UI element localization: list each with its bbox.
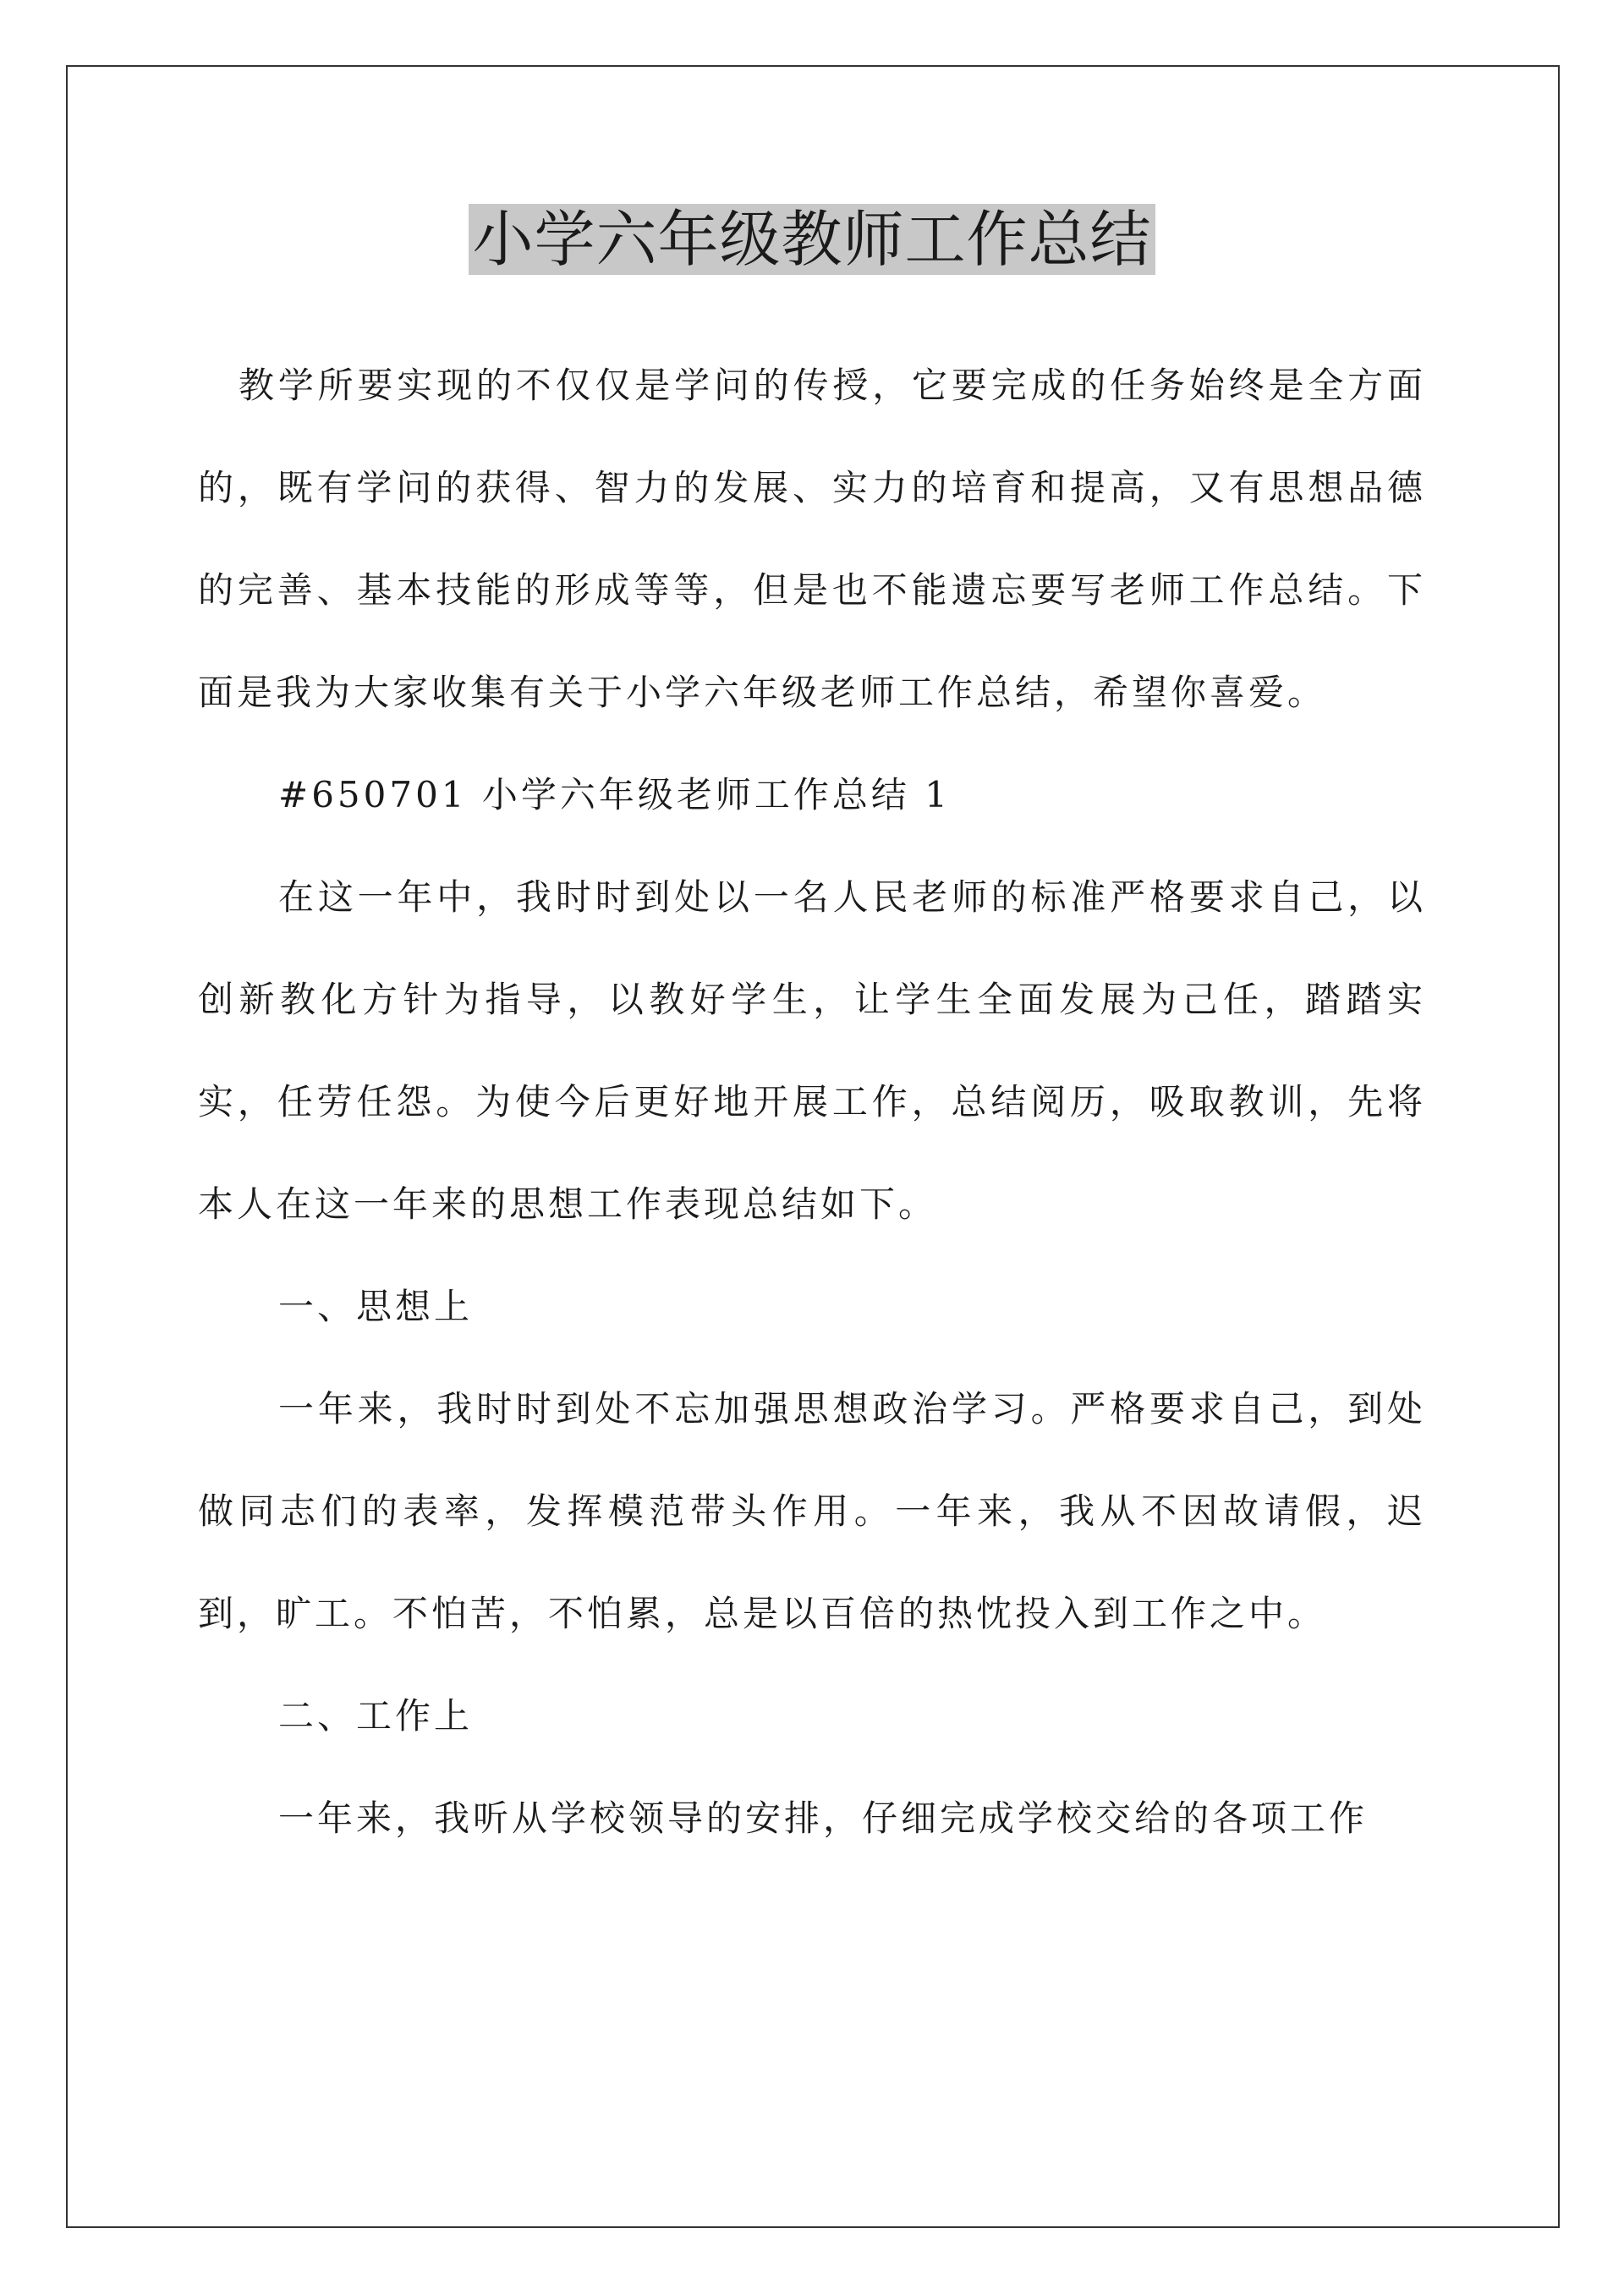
- body-paragraph: 在这一年中，我时时到处以一名人民老师的标准严格要求自己，以创新教化方针为指导，以教好学生，让学生全面发展为己任，踏踏实实，任劳任怨。为使今后更好地开展工作，总结阅历，吸取教训，先将本人在这一年来的思想工作表现总结如下。: [198, 876, 1426, 1225]
- subheading-work: 二、工作上: [278, 1695, 474, 1737]
- document-title: [0, 199, 1624, 280]
- body-paragraph: 一年来，我听从学校领导的安排，仔细完成学校交给的各项工作: [278, 1797, 1369, 1839]
- document-body: [198, 334, 1426, 1869]
- body-paragraph: 一年来，我时时到处不忘加强思想政治学习。严格要求自己，到处做同志们的表率，发挥模范带头作用。一年来，我从不因故请假，迟到，旷工。不怕苦，不怕累，总是以百倍的热忱投入到工作之中。: [198, 1388, 1426, 1634]
- section-heading: #650701 小学六年级老师工作总结 1: [278, 774, 951, 815]
- intro-paragraph: 教学所要实现的不仅仅是学问的传授，它要完成的任务始终是全方面的，既有学问的获得、智力的发展、实力的培育和提高，又有思想品德的完善、基本技能的形成等等，但是也不能遗忘要写老师工作总结。下面是我为大家收集有关于小学六年级老师工作总结，希望你喜爱。: [198, 365, 1426, 713]
- document-title-text: 小学六年级教师工作总结: [469, 204, 1155, 275]
- subheading-thought: 一、思想上: [278, 1286, 474, 1327]
